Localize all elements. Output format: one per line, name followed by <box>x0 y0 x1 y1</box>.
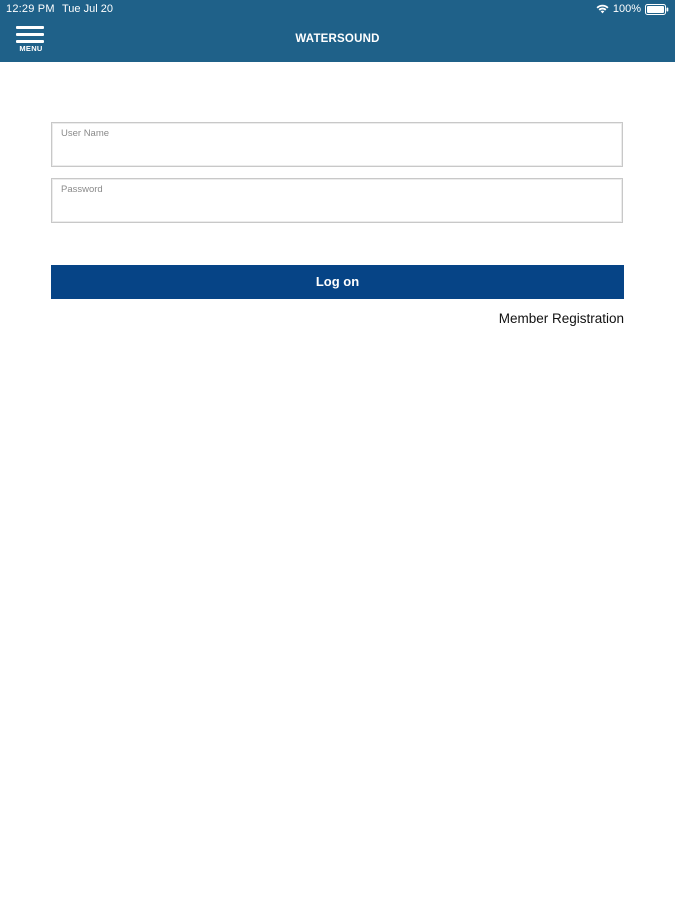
top-bar <box>0 0 675 62</box>
status-indicators <box>596 2 669 16</box>
username-input[interactable] <box>61 143 611 163</box>
username-field[interactable] <box>51 122 623 167</box>
username-label: User Name <box>61 128 110 139</box>
password-field[interactable] <box>51 178 623 223</box>
battery-percent: 100% <box>612 3 641 15</box>
app-title: WATERSOUND <box>295 33 380 45</box>
battery-icon <box>645 4 669 15</box>
member-registration-link[interactable]: Member Registration <box>498 311 624 326</box>
logon-button[interactable]: Log on <box>51 265 624 299</box>
password-label: Password <box>61 184 103 195</box>
menu-label: MENU <box>19 44 43 53</box>
status-time: 12:29 PM <box>6 3 55 15</box>
wifi-icon <box>596 4 609 14</box>
status-date: Tue Jul 20 <box>62 3 113 15</box>
password-input[interactable] <box>61 199 611 219</box>
